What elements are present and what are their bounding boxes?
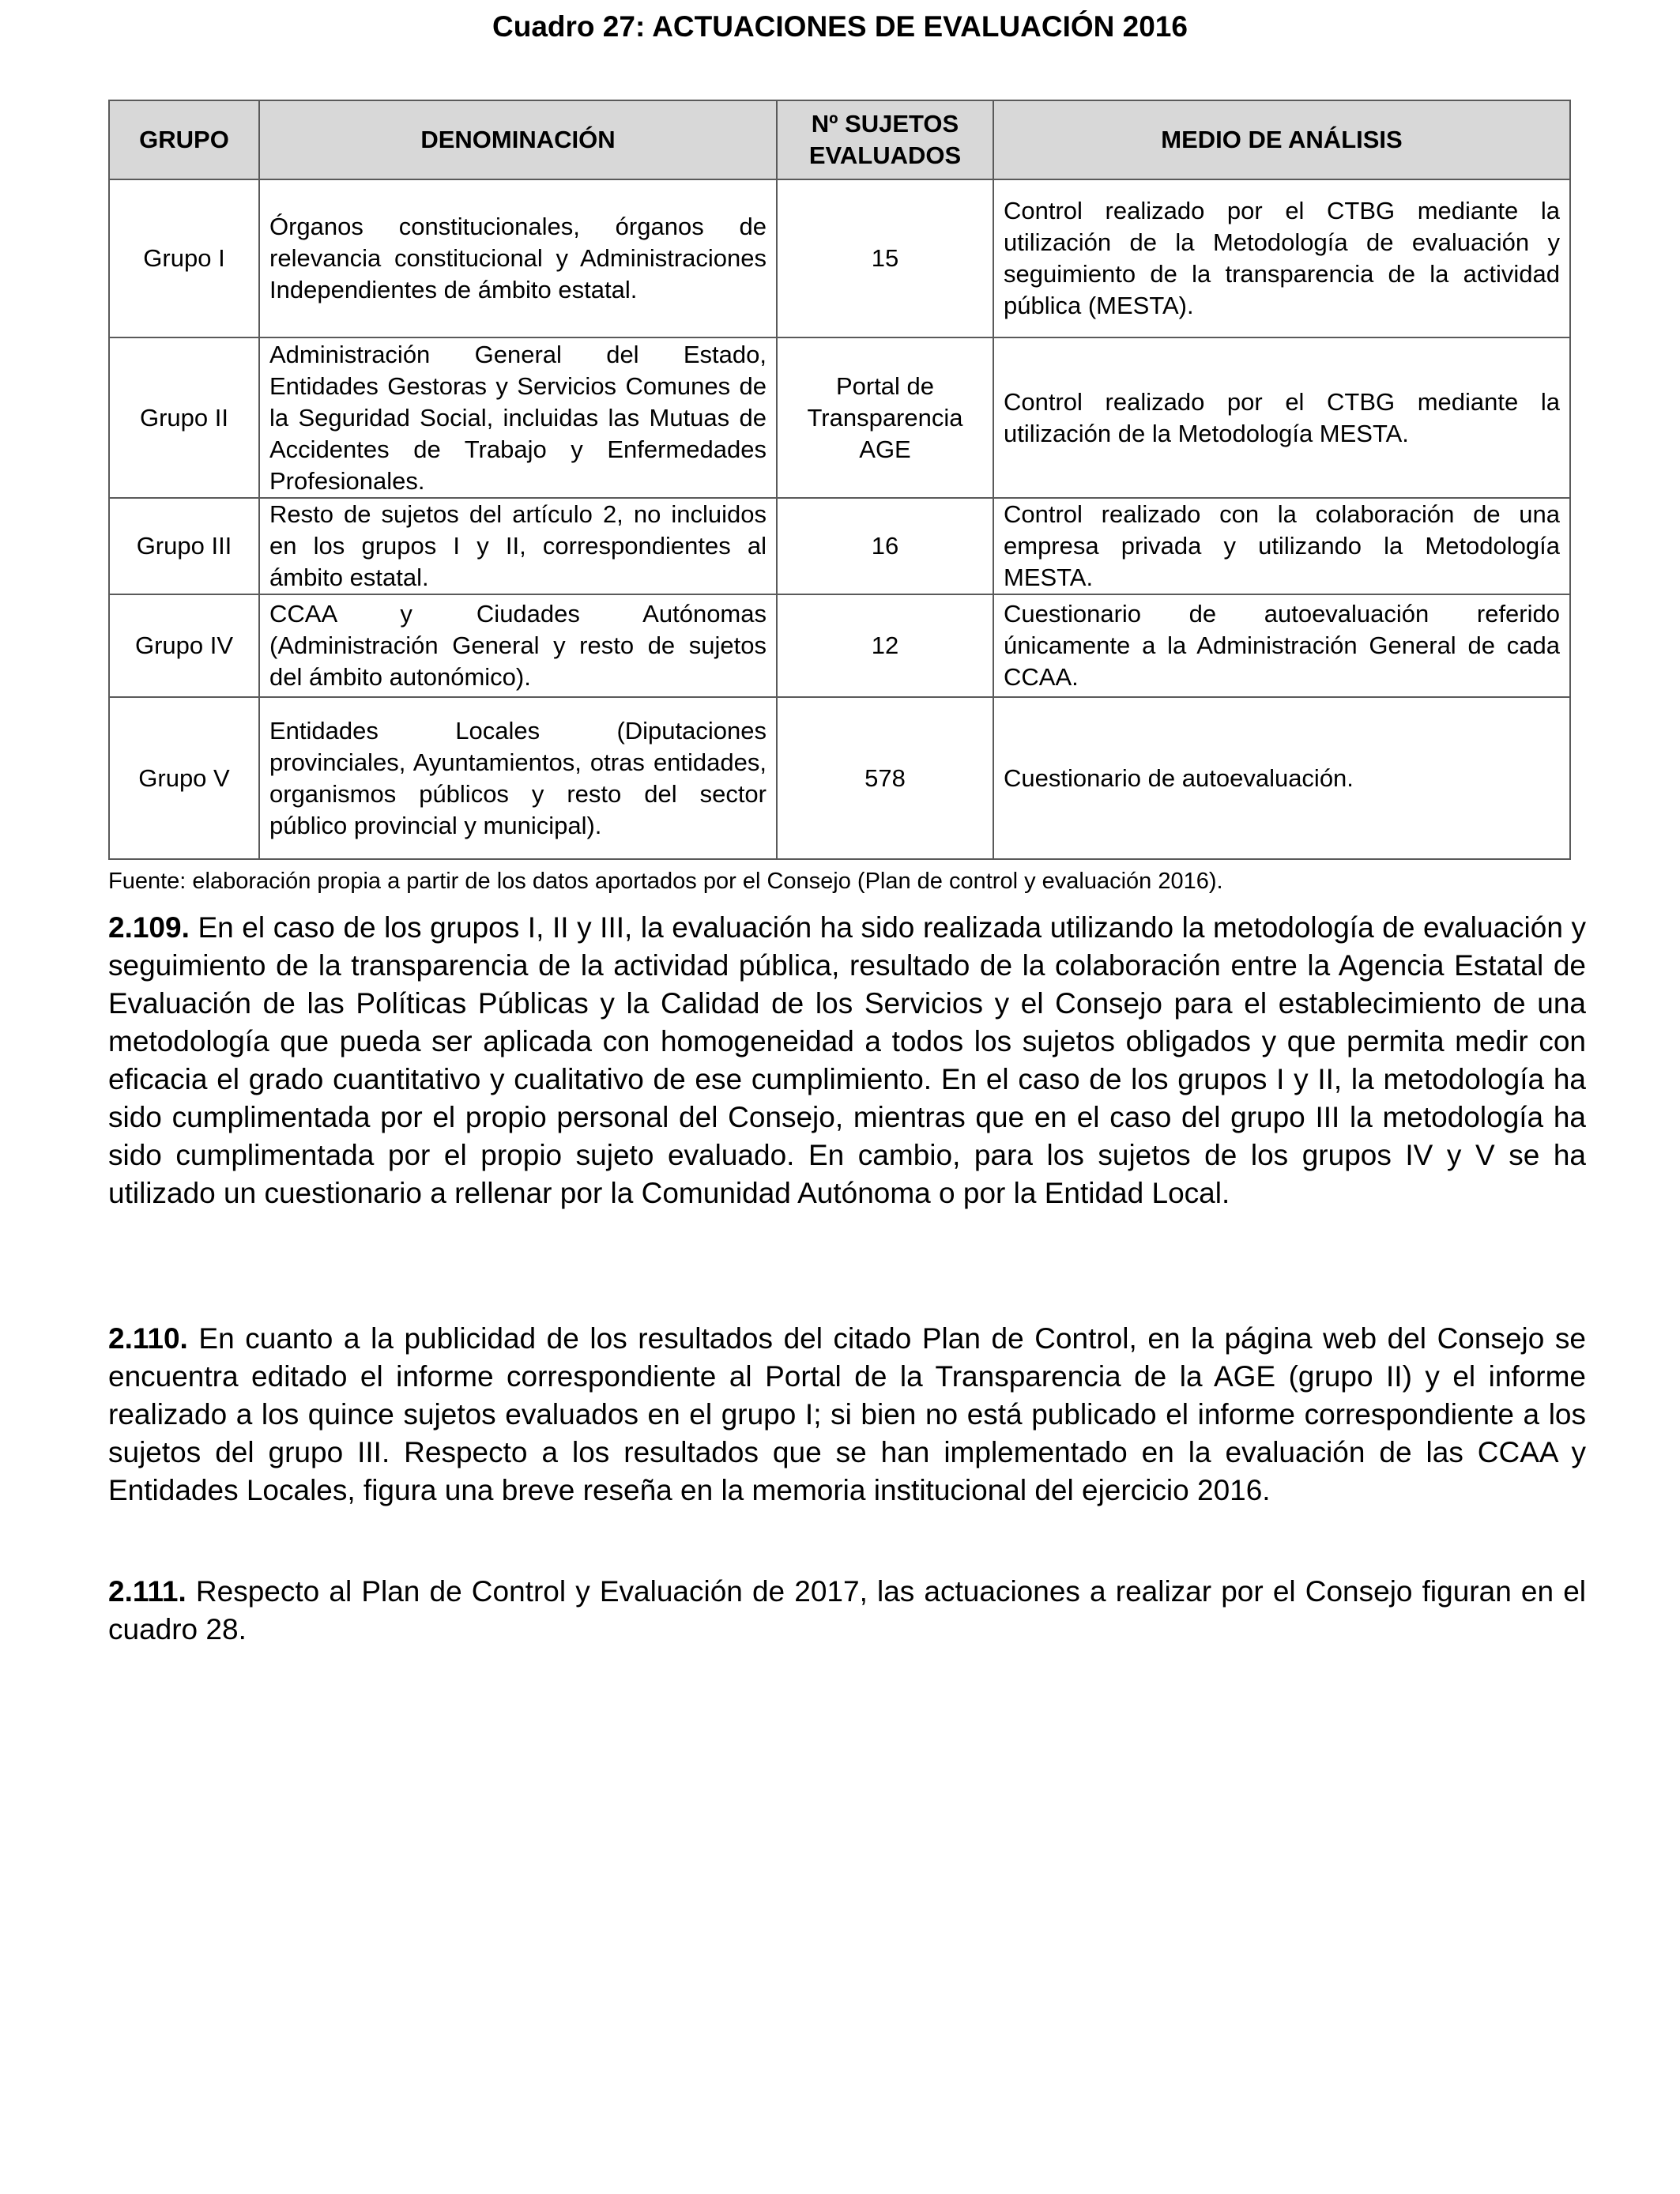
table-header-row (109, 100, 1570, 179)
cell-medio: Cuestionario de autoevaluación. (993, 697, 1570, 859)
paragraph-text: En el caso de los grupos I, II y III, la evaluación ha sido realizada utilizando la metodología de evaluación y seguimiento de la transparencia de la actividad pública, resultado de la colaboración entre la Agencia Estatal de Evaluación de las Políticas Públicas y la Calidad de los Servicios y el Consejo para el establecimiento de una metodología que pueda ser aplicada con homogeneidad a todos los sujetos obligados y que permita medir con eficacia el grado cuantitativo y cualitativo de ese cumplimiento. En el caso de los grupos I y II, la metodología ha sido cumplimentada por el propio personal del Consejo, mientras que en el caso del grupo III la metodología ha sido cumplimentada por el propio sujeto evaluado. En cambio, para los sujetos de los grupos IV y V se ha utilizado un cuestionario a rellenar por la Comunidad Autónoma o por la Entidad Local. (108, 911, 1586, 1209)
paragraph-2-111 (108, 1573, 1586, 1649)
paragraph-text: Respecto al Plan de Control y Evaluación de 2017, las actuaciones a realizar por el Consejo figuran en el cuadro 28. (108, 1575, 1586, 1646)
cell-grupo: Grupo III (109, 498, 259, 594)
paragraph-number: 2.109. (108, 911, 190, 944)
cell-grupo: Grupo V (109, 697, 259, 859)
paragraph-number: 2.110. (108, 1322, 188, 1355)
cell-medio: Control realizado por el CTBG mediante la utilización de la Metodología MESTA. (993, 337, 1570, 498)
cell-denominacion: CCAA y Ciudades Autónomas (Administración General y resto de sujetos del ámbito autonómico). (259, 594, 777, 697)
cell-grupo: Grupo IV (109, 594, 259, 697)
header-sujetos: Nº SUJETOS EVALUADOS (777, 100, 993, 179)
cell-sujetos: 15 (777, 179, 993, 337)
cell-grupo: Grupo I (109, 179, 259, 337)
cell-sujetos: Portal de Transparencia AGE (777, 337, 993, 498)
paragraph-text: En cuanto a la publicidad de los resultados del citado Plan de Control, en la página web del Consejo se encuentra editado el informe correspondiente al Portal de la Transparencia de la AGE (grupo II) y el informe realizado a los quince sujetos evaluados en el grupo I; si bien no está publicado el informe correspondiente a los sujetos del grupo III. Respecto a los resultados que se han implementado en la evaluación de las CCAA y Entidades Locales, figura una breve reseña en la memoria institucional del ejercicio 2016. (108, 1322, 1586, 1506)
cell-denominacion: Órganos constitucionales, órganos de relevancia constitucional y Administraciones Independientes de ámbito estatal. (259, 179, 777, 337)
cell-medio: Control realizado por el CTBG mediante la utilización de la Metodología de evaluación y seguimiento de la transparencia de la actividad pública (MESTA). (993, 179, 1570, 337)
header-medio: MEDIO DE ANÁLISIS (993, 100, 1570, 179)
table-caption: Cuadro 27: ACTUACIONES DE EVALUACIÓN 2016 (492, 10, 1188, 43)
paragraph-2-109 (108, 909, 1586, 1212)
evaluation-table (108, 100, 1571, 860)
header-denominacion: DENOMINACIÓN (259, 100, 777, 179)
cell-medio: Control realizado con la colaboración de una empresa privada y utilizando la Metodología MESTA. (993, 498, 1570, 594)
cell-sujetos: 578 (777, 697, 993, 859)
paragraph-2-110 (108, 1320, 1586, 1510)
table-row (109, 179, 1570, 337)
cell-medio: Cuestionario de autoevaluación referido únicamente a la Administración General de cada CCAA. (993, 594, 1570, 697)
table-source-note: Fuente: elaboración propia a partir de los datos aportados por el Consejo (Plan de control y evaluación 2016). (108, 869, 1223, 894)
cell-sujetos: 12 (777, 594, 993, 697)
cell-grupo: Grupo II (109, 337, 259, 498)
paragraph-number: 2.111. (108, 1575, 186, 1608)
table-row (109, 337, 1570, 498)
table-row (109, 697, 1570, 859)
header-grupo: GRUPO (109, 100, 259, 179)
cell-denominacion: Resto de sujetos del artículo 2, no incluidos en los grupos I y II, correspondientes al ámbito estatal. (259, 498, 777, 594)
table-row (109, 498, 1570, 594)
cell-denominacion: Administración General del Estado, Entidades Gestoras y Servicios Comunes de la Seguridad Social, incluidas las Mutuas de Accidentes de Trabajo y Enfermedades Profesionales. (259, 337, 777, 498)
cell-sujetos: 16 (777, 498, 993, 594)
table-row (109, 594, 1570, 697)
cell-denominacion: Entidades Locales (Diputaciones provinciales, Ayuntamientos, otras entidades, organismos públicos y resto del sector público provincial y municipal). (259, 697, 777, 859)
